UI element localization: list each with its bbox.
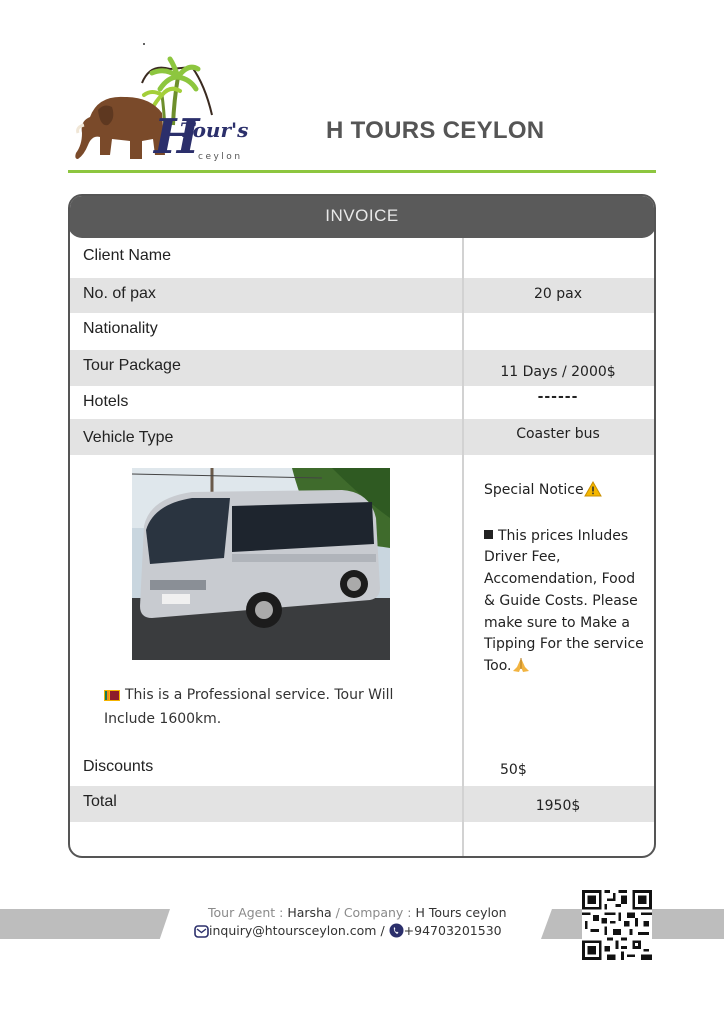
table-row-nationality [70, 313, 654, 350]
row-value: 50$ [500, 762, 527, 778]
folded-hands-icon [512, 657, 530, 681]
footer-agent-line [208, 905, 507, 920]
table-row-discounts [70, 750, 654, 786]
row-label: Hotels [83, 393, 129, 410]
header-divider [68, 170, 656, 173]
email-link[interactable]: inquiry@htoursceylon.com [209, 923, 377, 938]
sri-lanka-flag-icon [104, 686, 120, 708]
logo-illustration [70, 55, 250, 170]
table-row-pax [70, 278, 654, 313]
agent-name: Harsha [287, 905, 332, 920]
logo-wordmark: Tour's [180, 118, 249, 142]
company-logo [70, 55, 250, 170]
row-value: 11 Days / 2000$ [500, 364, 616, 380]
row-label: Discounts [83, 758, 154, 775]
table-row-hotels [70, 386, 654, 419]
footer-contact-line [194, 923, 502, 941]
invoice-heading: INVOICE [68, 194, 656, 238]
company-label: Company : [343, 905, 416, 920]
phone-icon [389, 923, 404, 941]
notice-body: This prices Inludes Driver Fee, Accomendation, Food & Guide Costs. Please make sure to Make a Tipping For the service Too. [484, 527, 644, 674]
service-note-text: This is a Professional service. Tour Will Include 1600km. [104, 687, 394, 727]
row-label: Client Name [83, 247, 172, 264]
decorative-dot [143, 43, 145, 45]
warning-icon [584, 481, 602, 505]
column-divider [462, 238, 464, 858]
special-notice [484, 480, 644, 681]
row-label: Nationality [83, 320, 158, 337]
agent-label: Tour Agent : [208, 905, 288, 920]
table-row-tour-package [70, 350, 654, 386]
logo-initial: H [154, 109, 200, 165]
phone-link[interactable]: +94703201530 [403, 923, 502, 938]
row-label: No. of pax [83, 285, 156, 302]
row-value: 1950$ [535, 798, 581, 814]
bullet-square-icon [484, 530, 493, 539]
table-row-total [70, 786, 654, 822]
notice-title-text: Special Notice [484, 482, 584, 498]
row-label: Total [83, 793, 117, 810]
row-value: ------ [537, 389, 579, 405]
invoice-card [68, 194, 656, 858]
company-name: H Tours ceylon [415, 905, 507, 920]
table-row-client-name [70, 238, 654, 278]
coaster-bus-photo [132, 468, 390, 660]
company-title: H TOURS CEYLON [326, 117, 545, 144]
email-icon [194, 925, 209, 941]
notice-title [484, 480, 644, 505]
service-note [104, 684, 404, 730]
table-row-vehicle-type [70, 419, 654, 455]
row-label: Tour Package [83, 357, 181, 374]
row-label: Vehicle Type [83, 429, 174, 446]
logo-subtext: ceylon [198, 152, 243, 162]
row-value: 20 pax [533, 286, 582, 302]
footer-separator: / [331, 905, 344, 920]
row-value: Coaster bus [516, 426, 600, 442]
footer-band-left [0, 909, 170, 939]
qr-code[interactable] [582, 890, 652, 960]
footer-separator: / [376, 923, 389, 938]
